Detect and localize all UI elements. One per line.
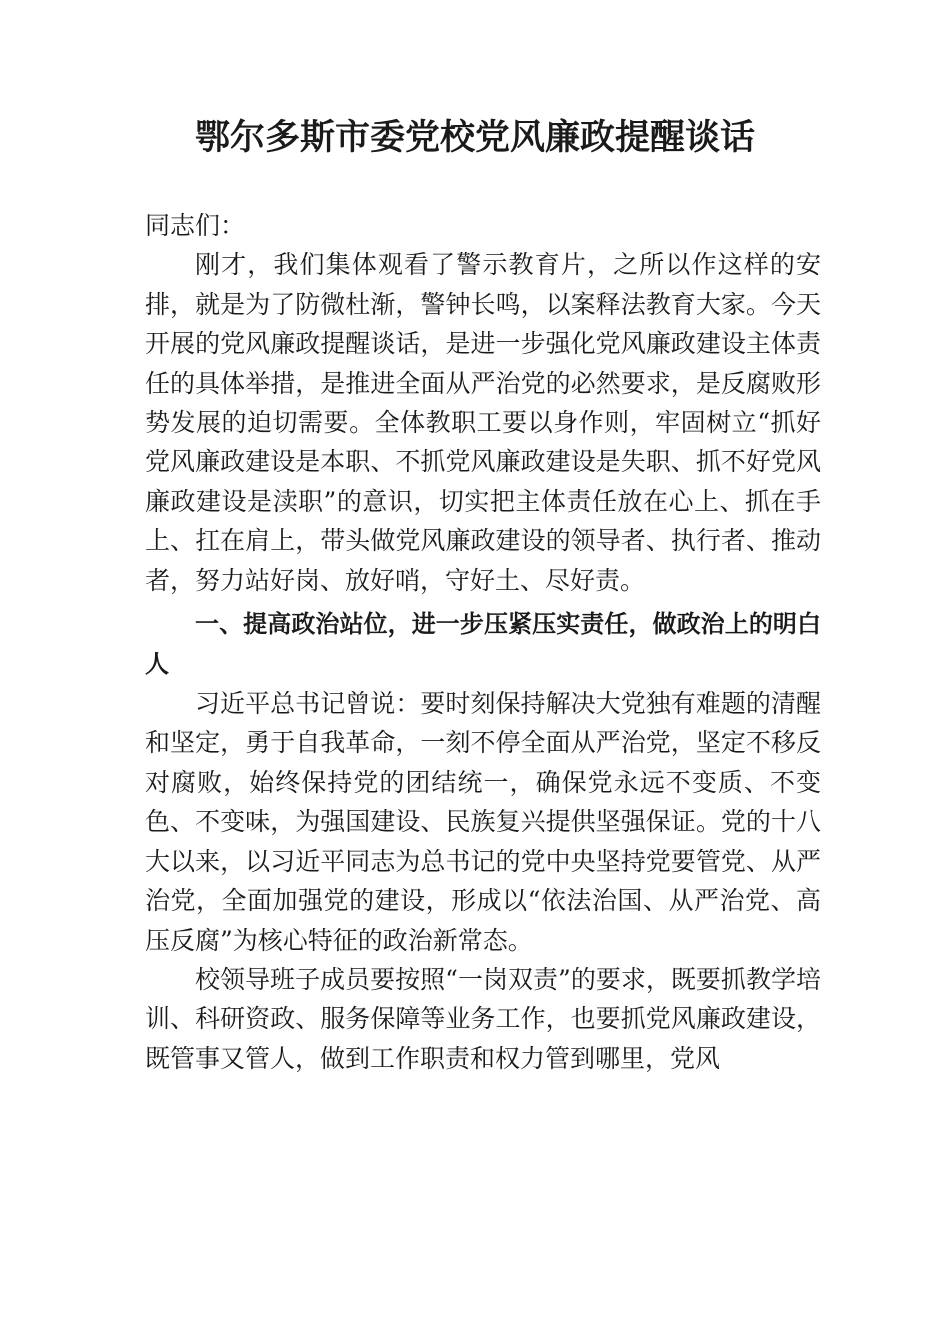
paragraph: 刚才，我们集体观看了警示教育片，之所以作这样的安排，就是为了防微杜渐，警钟长鸣，以案释法教育大家。今天开展的党风廉政提醒谈话，是进一步强化党风廉政建设主体责任的具体举措，是推进全面从严治党的必然要求，是反腐败形势发展的迫切需要。全体教职工要以身作则，牢固树立“抓好党风廉政建设是本职、不抓党风廉政建设是失职、抓不好党风廉政建设是渎职”的意识，切实把主体责任放在心上、抓在手上、扛在肩上，带头做党风廉政建设的领导者、执行者、推动者，努力站好岗、放好哨，守好土、尽好责。 bbox=[145, 250, 821, 595]
section-heading: 一、提高政治站位，进一步压紧压实责任，做政治上的明白人 bbox=[145, 610, 821, 679]
salutation: 同志们： bbox=[145, 211, 246, 240]
paragraph: 习近平总书记曾说：要时刻保持解决大党独有难题的清醒和坚定，勇于自我革命，一刻不停全面从严治党，坚定不移反对腐败，始终保持党的团结统一，确保党永远不变质、不变色、不变味，为强国建设、民族复兴提供坚强保证。党的十八大以来，以习近平同志为总书记的党中央坚持党要管党、从严治党，全面加强党的建设，形成以“依法治国、从严治党、高压反腐”为核心特征的政治新常态。 bbox=[145, 689, 821, 955]
document-body bbox=[145, 206, 821, 1078]
paragraph: 校领导班子成员要按照“一岗双责”的要求，既要抓教学培训、科研资政、服务保障等业务工作，也要抓党风廉政建设，既管事又管人，做到工作职责和权力管到哪里，党风 bbox=[145, 964, 821, 1073]
document-title: 鄂尔多斯市委党校党风廉政提醒谈话 bbox=[194, 117, 755, 158]
